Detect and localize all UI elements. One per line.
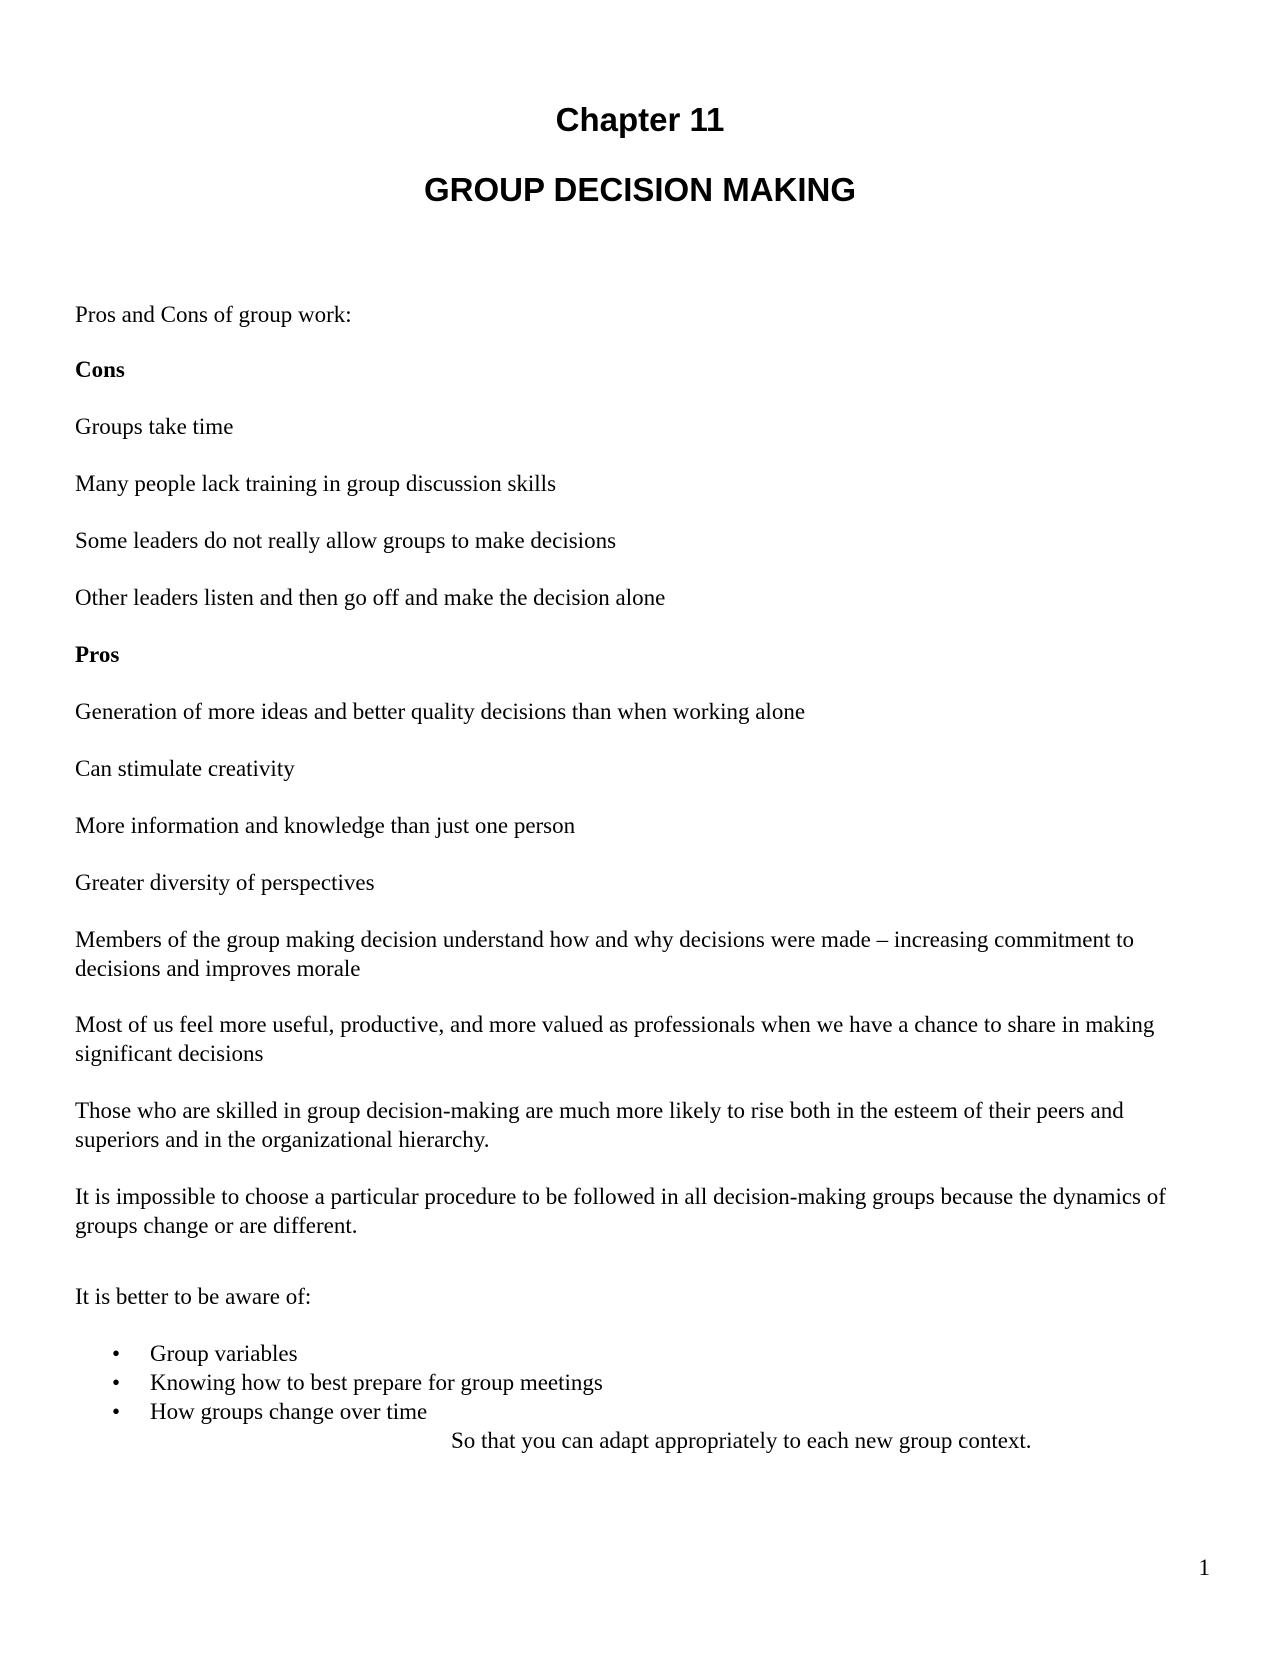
list-item	[75, 1397, 1205, 1426]
list-item	[75, 1368, 1205, 1397]
pros-item: Those who are skilled in group decision-making are much more likely to rise both in the esteem of their peers and superiors and in the organizational hierarchy.	[75, 1098, 1124, 1152]
cons-item: Groups take time	[75, 414, 234, 439]
cons-item: Some leaders do not really allow groups to make decisions	[75, 528, 617, 553]
pros-item: Generation of more ideas and better quality decisions than when working alone	[75, 699, 806, 724]
list-item-text: How groups change over time	[150, 1399, 428, 1424]
bullet-icon: •	[112, 1341, 121, 1366]
bullet-icon: •	[112, 1399, 121, 1424]
pros-item: Most of us feel more useful, productive, and more valued as professionals when we have a chance to share in making significant decisions	[75, 1012, 1155, 1066]
intro-text: Pros and Cons of group work:	[75, 302, 352, 327]
pros-item: Members of the group making decision understand how and why decisions were made – increasing commitment to decisions and improves morale	[75, 927, 1135, 981]
pros-item: Can stimulate creativity	[75, 756, 295, 781]
chapter-heading: Chapter 11	[555, 101, 725, 138]
cons-item: Many people lack training in group discussion skills	[75, 471, 557, 496]
cons-heading: Cons	[75, 357, 125, 382]
pros-item: Greater diversity of perspectives	[75, 870, 375, 895]
document-title: GROUP DECISION MAKING	[423, 171, 857, 208]
list-item	[75, 1339, 1205, 1368]
list-item-text: Group variables	[150, 1341, 298, 1366]
aware-intro: It is better to be aware of:	[75, 1284, 312, 1309]
bullet-icon: •	[112, 1370, 121, 1395]
procedure-note: It is impossible to choose a particular procedure to be followed in all decision-making groups because the dynamics of groups change or are different.	[75, 1184, 1166, 1238]
page-number: 1	[1198, 1555, 1210, 1580]
list-item-text: Knowing how to best prepare for group meetings	[150, 1370, 603, 1395]
pros-item: More information and knowledge than just one person	[75, 813, 576, 838]
aware-list	[75, 1339, 1205, 1426]
closing-text: So that you can adapt appropriately to each new group context.	[451, 1428, 1032, 1453]
pros-heading: Pros	[75, 642, 120, 667]
cons-item: Other leaders listen and then go off and make the decision alone	[75, 585, 666, 610]
